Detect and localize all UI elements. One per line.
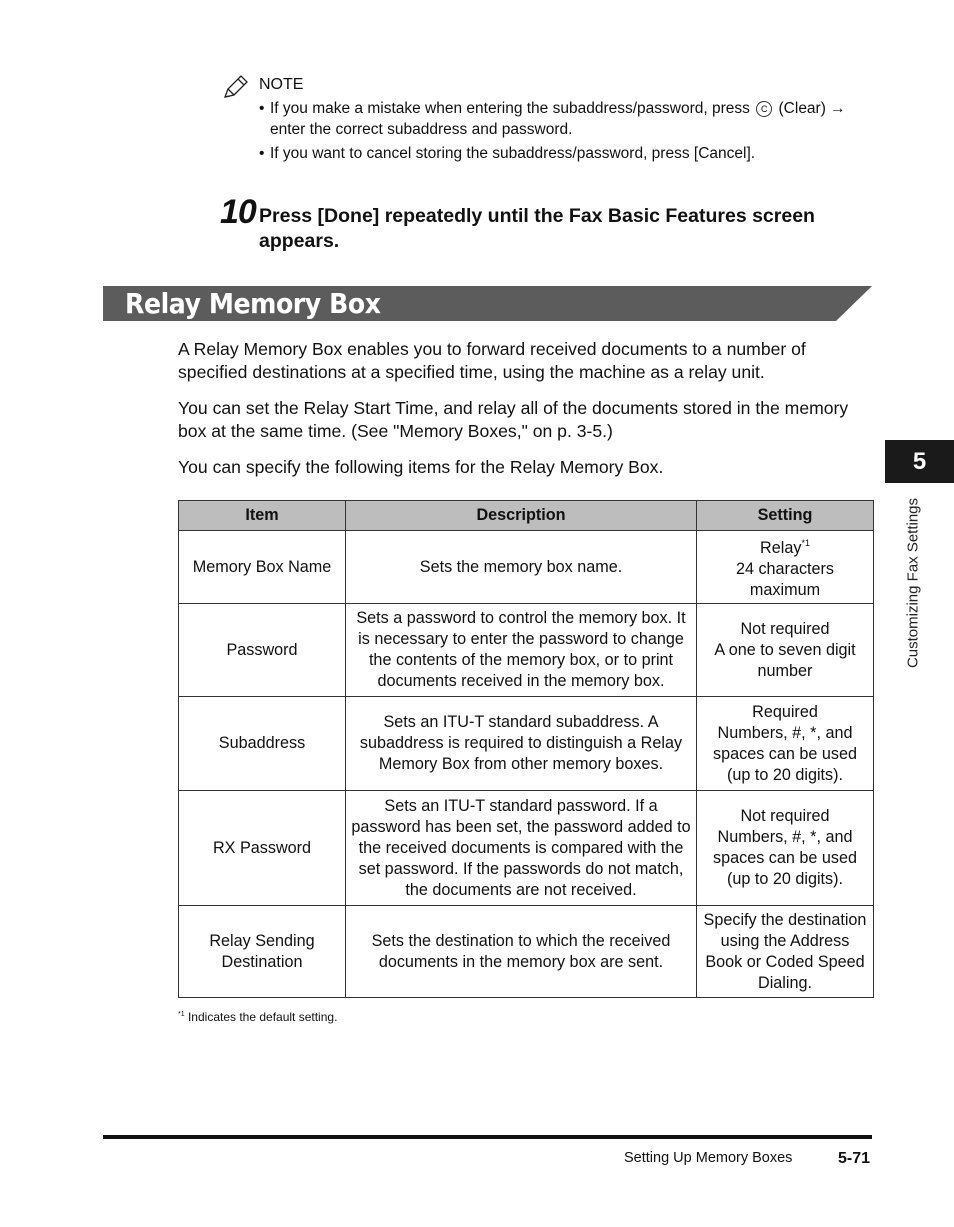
header-item: Item [179,501,346,531]
footnote-marker: *1 [801,538,810,548]
cell-item: RX Password [179,791,346,906]
setting-line: Numbers, #, *, and spaces can be used (up to 20 digits). [713,723,857,784]
paragraph-intro: A Relay Memory Box enables you to forward received documents to a number of specified destinations at a specified time, using the machine as a relay unit. [178,339,806,382]
cell-description: Sets the destination to which the received documents in the memory box are sent. [346,906,697,998]
footnote-marker: *1 [178,1011,185,1018]
note-item-1-text: If you make a mistake when entering the subaddress/password, press [270,100,750,117]
cell-description: Sets an ITU-T standard password. If a password has been set, the password added to the received documents is compared with the set password. If the passwords do not match, the documents are not received. [346,791,697,906]
page-number: 5-71 [838,1150,871,1167]
cell-setting [697,531,874,604]
cell-description: Sets a password to control the memory box. It is necessary to enter the password to change the contents of the memory box, or to print documents received in the memory box. [346,604,697,697]
step-text: Press [Done] repeatedly until the Fax Basic Features screen appears. [259,205,815,252]
bullet: • [259,100,265,117]
paragraph-items: You can specify the following items for the Relay Memory Box. [178,457,664,477]
setting-line: Numbers, #, *, and spaces can be used (up to 20 digits). [713,828,857,888]
note-item-1-line2: enter the correct subaddress and password. [270,121,573,138]
note-label: NOTE [259,76,304,93]
header-description: Description [346,501,697,531]
cell-item: Password [179,604,346,697]
cell-setting [697,697,874,791]
note-pencil-icon [222,74,250,100]
cell-description: Sets an ITU-T standard subaddress. A subaddress is required to distinguish a Relay Memory Box from other memory boxes. [346,697,697,791]
header-setting: Setting [697,501,874,531]
footnote-text: Indicates the default setting. [187,1010,338,1024]
cell-setting [697,791,874,906]
chapter-side-label: Customizing Fax Settings [904,497,922,669]
note-item-2 [259,143,874,164]
clear-key-icon: C [756,101,772,117]
setting-line: Relay [760,539,802,557]
setting-line: Required [752,702,818,721]
table-row [179,531,874,604]
footnote [178,1010,337,1024]
footer-section-title: Setting Up Memory Boxes [624,1150,793,1166]
table-row [179,697,874,791]
chapter-tab[interactable]: 5 [885,440,954,483]
table-row [179,791,874,906]
setting-line: A one to seven digit number [714,640,856,680]
settings-table [178,500,874,998]
cell-item: Relay Sending Destination [179,906,346,998]
cell-item: Memory Box Name [179,531,346,604]
cell-description: Sets the memory box name. [346,531,697,604]
cell-item: Subaddress [179,697,346,791]
setting-line: maximum [749,581,821,599]
cell-setting [697,604,874,697]
note-item-2-text: If you want to cancel storing the subaddress/password, press [Cancel]. [270,145,756,162]
setting-line: Not required [740,807,830,825]
paragraph-relay-time: You can set the Relay Start Time, and relay all of the documents stored in the memory box at the same time. (See "Memory Boxes," on p. 3-5.) [178,398,849,441]
cell-setting [697,906,874,998]
setting-line: Not required [740,619,830,638]
note-item-1-text-b: (Clear) → [778,100,846,117]
table-row [179,604,874,697]
footer-rule [103,1135,872,1139]
note-item-1 [259,98,874,140]
step-number: 10 [220,193,256,231]
section-title: Relay Memory Box [125,287,381,320]
table-row [179,906,874,998]
bullet: • [259,145,265,162]
setting-line: Specify the destination using the Address Book or Coded Speed Dialing. [703,910,867,992]
setting-line: 24 characters [735,560,835,578]
table-header-row [179,501,874,531]
